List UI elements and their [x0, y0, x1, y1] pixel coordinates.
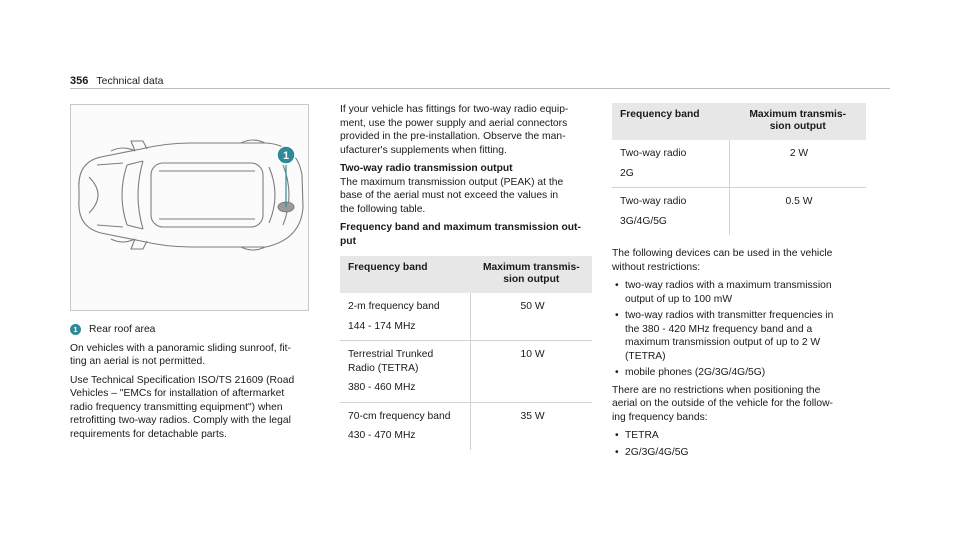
- transmission-output-heading: Two-way radio transmission output: [340, 163, 513, 174]
- band-name: Two-way radio: [620, 148, 687, 159]
- table-row: [612, 140, 866, 188]
- band-range: 144 - 174 MHz: [348, 320, 416, 332]
- output-cell: 35 W: [471, 402, 592, 450]
- frequency-table: [340, 256, 592, 450]
- legend-number-badge: 1: [70, 324, 81, 335]
- list-item: • 2G/3G/4G/5G: [612, 446, 866, 460]
- table-row: [340, 402, 592, 450]
- band-cell: [340, 293, 471, 341]
- positioning-note: There are no restrictions when positioning the aerial on the outside of the vehicle for the follow- ing frequency bands:: [612, 384, 833, 423]
- vehicle-top-view-drawing: [71, 105, 308, 310]
- mobile-frequency-table: [612, 103, 866, 235]
- specification-note: Use Technical Specification ISO/TS 21609 (Road Vehicles – "EMCs for installation of aftermarket radio frequency transmitting equipment") when retrofitting two-way radios. Comply with the legal requirements for detachable parts.: [70, 374, 295, 440]
- output-cell: 0.5 W: [729, 188, 866, 236]
- sunroof-note: On vehicles with a panoramic sliding sunroof, fit- ting an aerial is not permitted.: [70, 342, 291, 367]
- unrestricted-bands-list: [612, 429, 866, 459]
- table-header-row: [612, 103, 866, 140]
- band-cell: [612, 188, 729, 236]
- list-item: • TETRA: [612, 429, 866, 443]
- column-header-output: Maximum transmis- sion output: [729, 103, 866, 140]
- column-header-frequency: Frequency band: [340, 256, 471, 293]
- middle-column: [340, 103, 592, 450]
- unrestricted-devices-list: [612, 279, 866, 380]
- output-cell: 2 W: [729, 140, 866, 188]
- vehicle-roof-illustration: [70, 104, 309, 311]
- band-range: 380 - 460 MHz: [348, 382, 416, 393]
- page-number: 356: [70, 75, 89, 87]
- band-cell: [340, 402, 471, 450]
- table-row: [340, 293, 592, 341]
- list-item: • two-way radios with transmitter frequencies in the 380 - 420 MHz frequency band and a maximum transmission output of up to 2 W (TETRA): [612, 309, 866, 363]
- figure-legend: [70, 323, 318, 337]
- page-header: [70, 75, 164, 89]
- band-cell: [340, 341, 471, 403]
- band-range: 2G: [620, 167, 634, 179]
- right-column: [612, 103, 866, 463]
- callout-number: 1: [282, 150, 290, 162]
- band-name: 70-cm frequency band: [348, 410, 451, 422]
- band-name: Two-way radio: [620, 196, 687, 207]
- header-divider: [70, 88, 890, 89]
- left-column: [70, 323, 318, 446]
- output-cell: 50 W: [471, 293, 592, 341]
- column-header-output: Maximum transmis- sion output: [471, 256, 592, 293]
- band-cell: [612, 140, 729, 188]
- legend-text: Rear roof area: [89, 324, 156, 335]
- unrestricted-devices-intro: The following devices can be used in the vehicle without restrictions:: [612, 248, 833, 273]
- band-range: 3G/4G/5G: [620, 215, 667, 227]
- frequency-table-heading: Frequency band and maximum transmission out- put: [340, 222, 581, 247]
- output-cell: 10 W: [471, 341, 592, 403]
- fitting-intro: If your vehicle has fittings for two-way radio equip- ment, use the power supply and aerial connectors provided in the pre-installation. Observe the man- ufacturer's supplements when fitting.: [340, 104, 569, 156]
- section-title: Technical data: [96, 75, 164, 87]
- column-header-frequency: Frequency band: [612, 103, 729, 140]
- list-item: • mobile phones (2G/3G/4G/5G): [612, 366, 866, 380]
- table-row: [612, 188, 866, 236]
- band-name: 2-m frequency band: [348, 301, 440, 312]
- table-header-row: [340, 256, 592, 293]
- table-row: [340, 341, 592, 403]
- list-item: • two-way radios with a maximum transmission output of up to 100 mW: [612, 279, 866, 306]
- band-range: 430 - 470 MHz: [348, 430, 416, 441]
- transmission-output-text: The maximum transmission output (PEAK) at the base of the aerial must not exceed the values in the following table.: [340, 176, 564, 215]
- band-name: Terrestrial Trunked Radio (TETRA): [348, 349, 434, 374]
